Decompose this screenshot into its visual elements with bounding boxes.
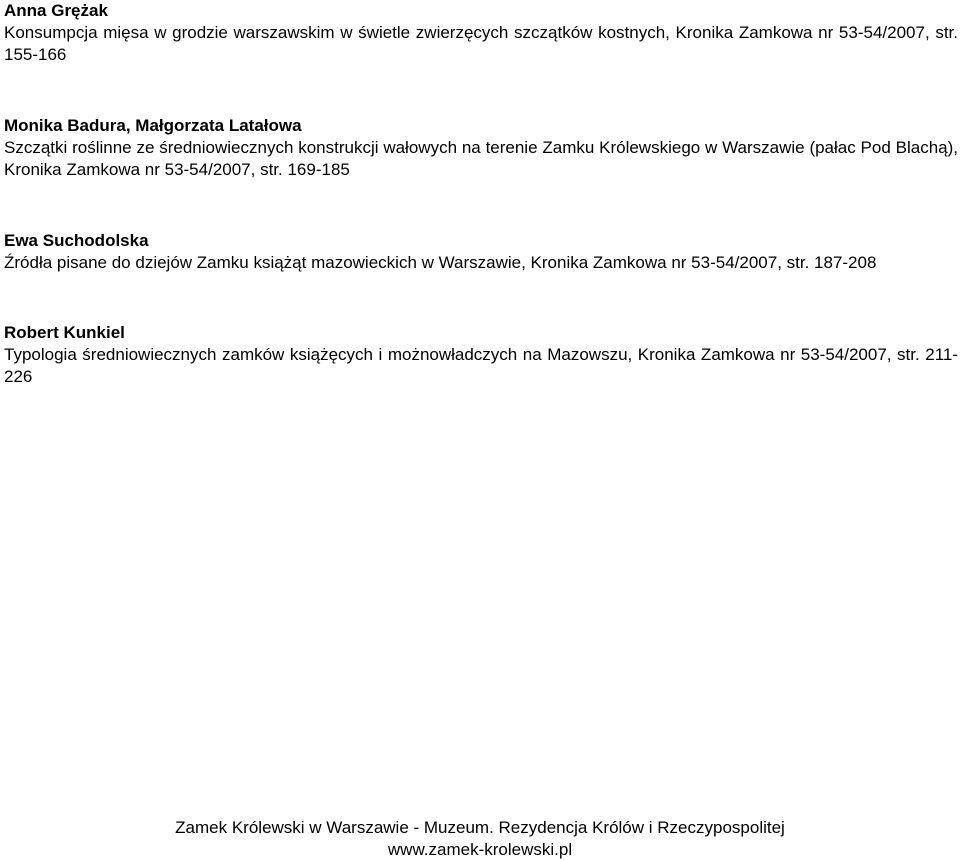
footer-website-link[interactable]: www.zamek-krolewski.pl: [387, 840, 573, 859]
entry-citation: Konsumpcja mięsa w grodzie warszawskim w świetle zwierzęcych szczątków kostnych, Kronika Zamkowa nr 53-54/2007, str. 155-166: [4, 23, 958, 64]
entry-author: Monika Badura, Małgorzata Latałowa: [4, 116, 302, 135]
bibliography-entry: [4, 115, 958, 181]
entry-author: Anna Grężak: [4, 1, 108, 20]
entry-citation: Typologia średniowiecznych zamków książęcych i możnowładczych na Mazowszu, Kronika Zamkowa nr 53-54/2007, str. 211-226: [4, 345, 958, 386]
bibliography-entry: [4, 0, 958, 66]
bibliography-entry: [4, 322, 958, 388]
entry-citation: Źródła pisane do dziejów Zamku książąt mazowieckich w Warszawie, Kronika Zamkowa nr 53-54/2007, str. 187-208: [4, 253, 877, 272]
entry-author: Ewa Suchodolska: [4, 231, 149, 250]
footer-institution: Zamek Królewski w Warszawie - Muzeum. Rezydencja Królów i Rzeczypospolitej: [175, 818, 785, 837]
entry-citation: Szczątki roślinne ze średniowiecznych konstrukcji wałowych na terenie Zamku Królewskiego w Warszawie (pałac Pod Blachą), Kronika Zamkowa nr 53-54/2007, str. 169-185: [4, 138, 958, 179]
page-footer: [0, 817, 960, 861]
bibliography-entry: [4, 230, 958, 274]
entry-author: Robert Kunkiel: [4, 323, 125, 342]
